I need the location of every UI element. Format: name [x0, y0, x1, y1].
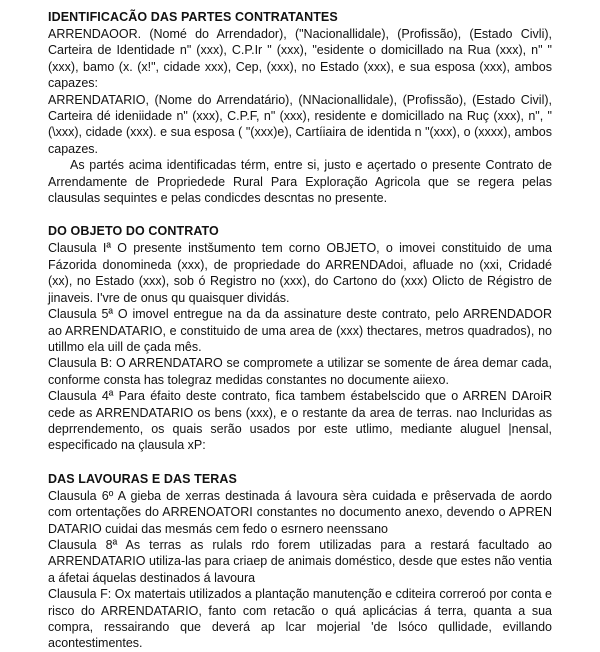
clause-2: Clausula 5ª O imovel entregue na da da assinature deste contrato, pelo ARRENDADOR ao ARRENDATARIO, e constituido de uma area de (xxx) thectares, metros quadrados), no utillmo ela uill de çada mês. — [48, 307, 552, 354]
clause-1: Clausula Iª O presente instšumento tem corno OBJETO, o imovei constituido de uma Fázorida donomineda (xxx), de propriedade do ARRENDAdoi, afluade no (xxi, Cridadé (xx), no Estado (xxx), sob ó Registro no (xxx), do Cartono do (xxx) Olicto de Régistro de jinaveis. I'vre de onus qu quaisquer dividás. — [48, 241, 552, 305]
clause-f: Clausula F: Ox matertais utilizados a plantação manutenção e cditeira correroó por conta e risco do ARRENDATARIO, fanto com retacão o quá aplicácias á terra, quanta a sua compra, ressairando que deverá ap lcar mojerial 'de lsóco qullidade, evillando acontestimentes. — [48, 587, 552, 651]
section-crops — [48, 472, 552, 652]
spacer — [48, 462, 552, 472]
paragraph-agreement: As partés acima identificadas térm, entre si, justo e açertado o presente Contrato de Arrendamente de Propriedede Rural Para Exploração Agricola que se regera pelas clausulas sequintes e pelas condicdes descntas no presente. — [48, 158, 552, 206]
section-heading: IDENTIFICACÃO DAS PARTES CONTRATANTES — [48, 10, 338, 24]
section-object — [48, 224, 552, 453]
paragraph-lessee: ARRENDATARIO, (Nome do Arrendatário), (NNacionallidale), (Profissão), (Estado Civil), Carteira dé ideniidade n" (xxx), C.P.F, n" (xxx), residente e domicillado na Ruç (xxx), n", "(\xxx), cidade (xxx). e sua esposa ( "(xxx)e), Cartíiaira de identida n "(xxx), o (xxxx), ambos capazes. — [48, 92, 552, 156]
clause-3: Clausula B: O ARRENDATARO se compromete a utilizar se somente de área demar cada, conforme consta has tolegraz medidas constantes no documente aiiexo. — [48, 356, 552, 387]
clause-8: Clausula 8ª As terras as rulals rdo forem utilizadas para a restará facultado ao ARRENDATARIO utiliza-las para criaep de animais doméstico, desde que estes não ventia a áfetai áquelas destinados á lavoura — [48, 537, 552, 585]
paragraph-lessor: ARRENDAOOR. (Nomé do Arrendador), ("Nacionallidale), (Profissão), (Estado Civli), Carteira de Identidade n" (xxx), C.P.Ir " (xxx), "esidente o domicillado na Rua (xxx), n" "(xxx), bamo (x. (x!", cidade xxx), Cep, (xxx), no Estado (xxx), e sua esposa (xxx), ambos capazes: — [48, 27, 552, 91]
section-parties — [48, 10, 552, 206]
spacer — [48, 214, 552, 224]
clause-4: Clausula 4ª Para éfaito deste contrato, fica tambem éstabelscido que o ARREN DAroiR cede as ARRENDATARIO os bens (xxx), e o restante da area de terras. nao Incluridas as deprrendemento, os quais serão usados por este utlimo, mediante aluguel |nensal, especificado na çlausula xP: — [48, 389, 552, 453]
clause-6: Clausula 6º A gieba de xerras destinada á lavoura sèra cuidada e prêservada de aordo com ortentações do ARRENOATORI constantes no documento anexo, devendo o APREN DATARIO cuidai das mesmás cem fedo o esrnero neenssano — [48, 488, 552, 536]
section-heading: DAS LAVOURAS E DAS TERAS — [48, 471, 237, 486]
section-heading: DO OBJETO DO CONTRATO — [48, 224, 219, 239]
